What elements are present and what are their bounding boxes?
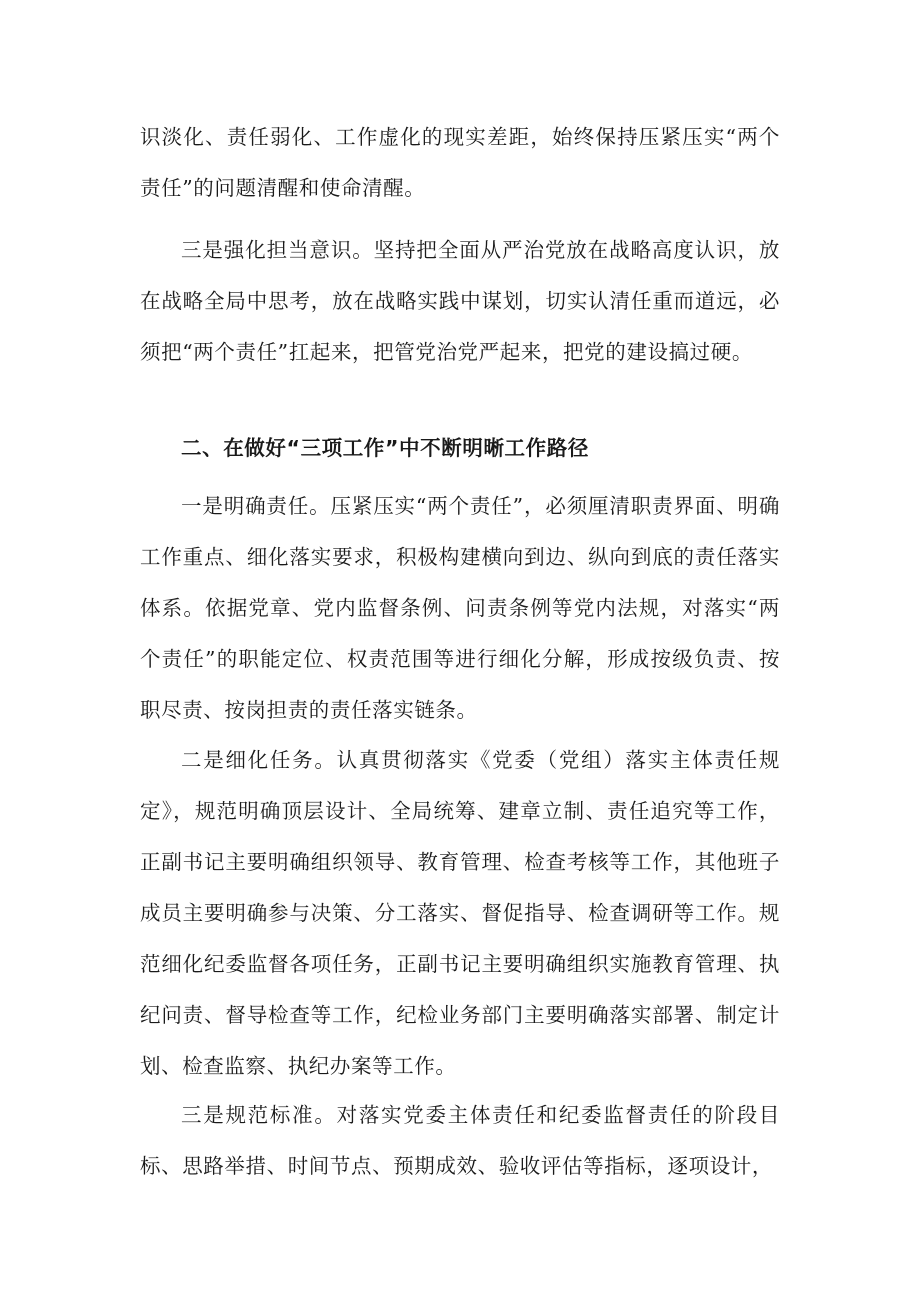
paragraph-continuation: 识淡化、责任弱化、工作虚化的现实差距，始终保持压紧压实“两个责任”的问题清醒和使命清醒。 bbox=[140, 125, 780, 200]
paragraph-clarify-responsibility: 一是明确责任。压紧压实“两个责任”，必须厘清职责界面、明确工作重点、细化落实要求，积极构建横向到边、纵向到底的责任落实体系。依据党章、党内监督条例、问责条例等党内法规，对落实“两个责任”的职能定位、权责范围等进行细化分解，形成按级负责、按职尽责、按岗担责的责任落实链条。 bbox=[140, 494, 780, 722]
paragraph-refine-tasks: 二是细化任务。认真贯彻落实《党委（党组）落实主体责任规定》，规范明确顶层设计、全局统筹、建章立制、责任追究等工作，正副书记主要明确组织领导、教育管理、检查考核等工作，其他班子成员主要明确参与决策、分工落实、督促指导、检查调研等工作。规范细化纪委监督各项任务，正副书记主要明确组织实施教育管理、执纪问责、督导检查等工作，纪检业务部门主要明确落实部署、制定计划、检查监察、执纪办案等工作。 bbox=[140, 748, 780, 1078]
section-heading: 二、在做好“三项工作”中不断明晰工作路径 bbox=[181, 436, 589, 460]
paragraph-standardize-criteria: 三是规范标准。对落实党委主体责任和纪委监督责任的阶段目标、思路举措、时间节点、预期成效、验收评估等指标，逐项设计， bbox=[140, 1103, 780, 1178]
paragraph-strengthen-responsibility: 三是强化担当意识。坚持把全面从严治党放在战略高度认识，放在战略全局中思考，放在战略实践中谋划，切实认清任重而道远，必须把“两个责任”扛起来，把管党治党严起来，把党的建设搞过硬。 bbox=[140, 238, 780, 364]
